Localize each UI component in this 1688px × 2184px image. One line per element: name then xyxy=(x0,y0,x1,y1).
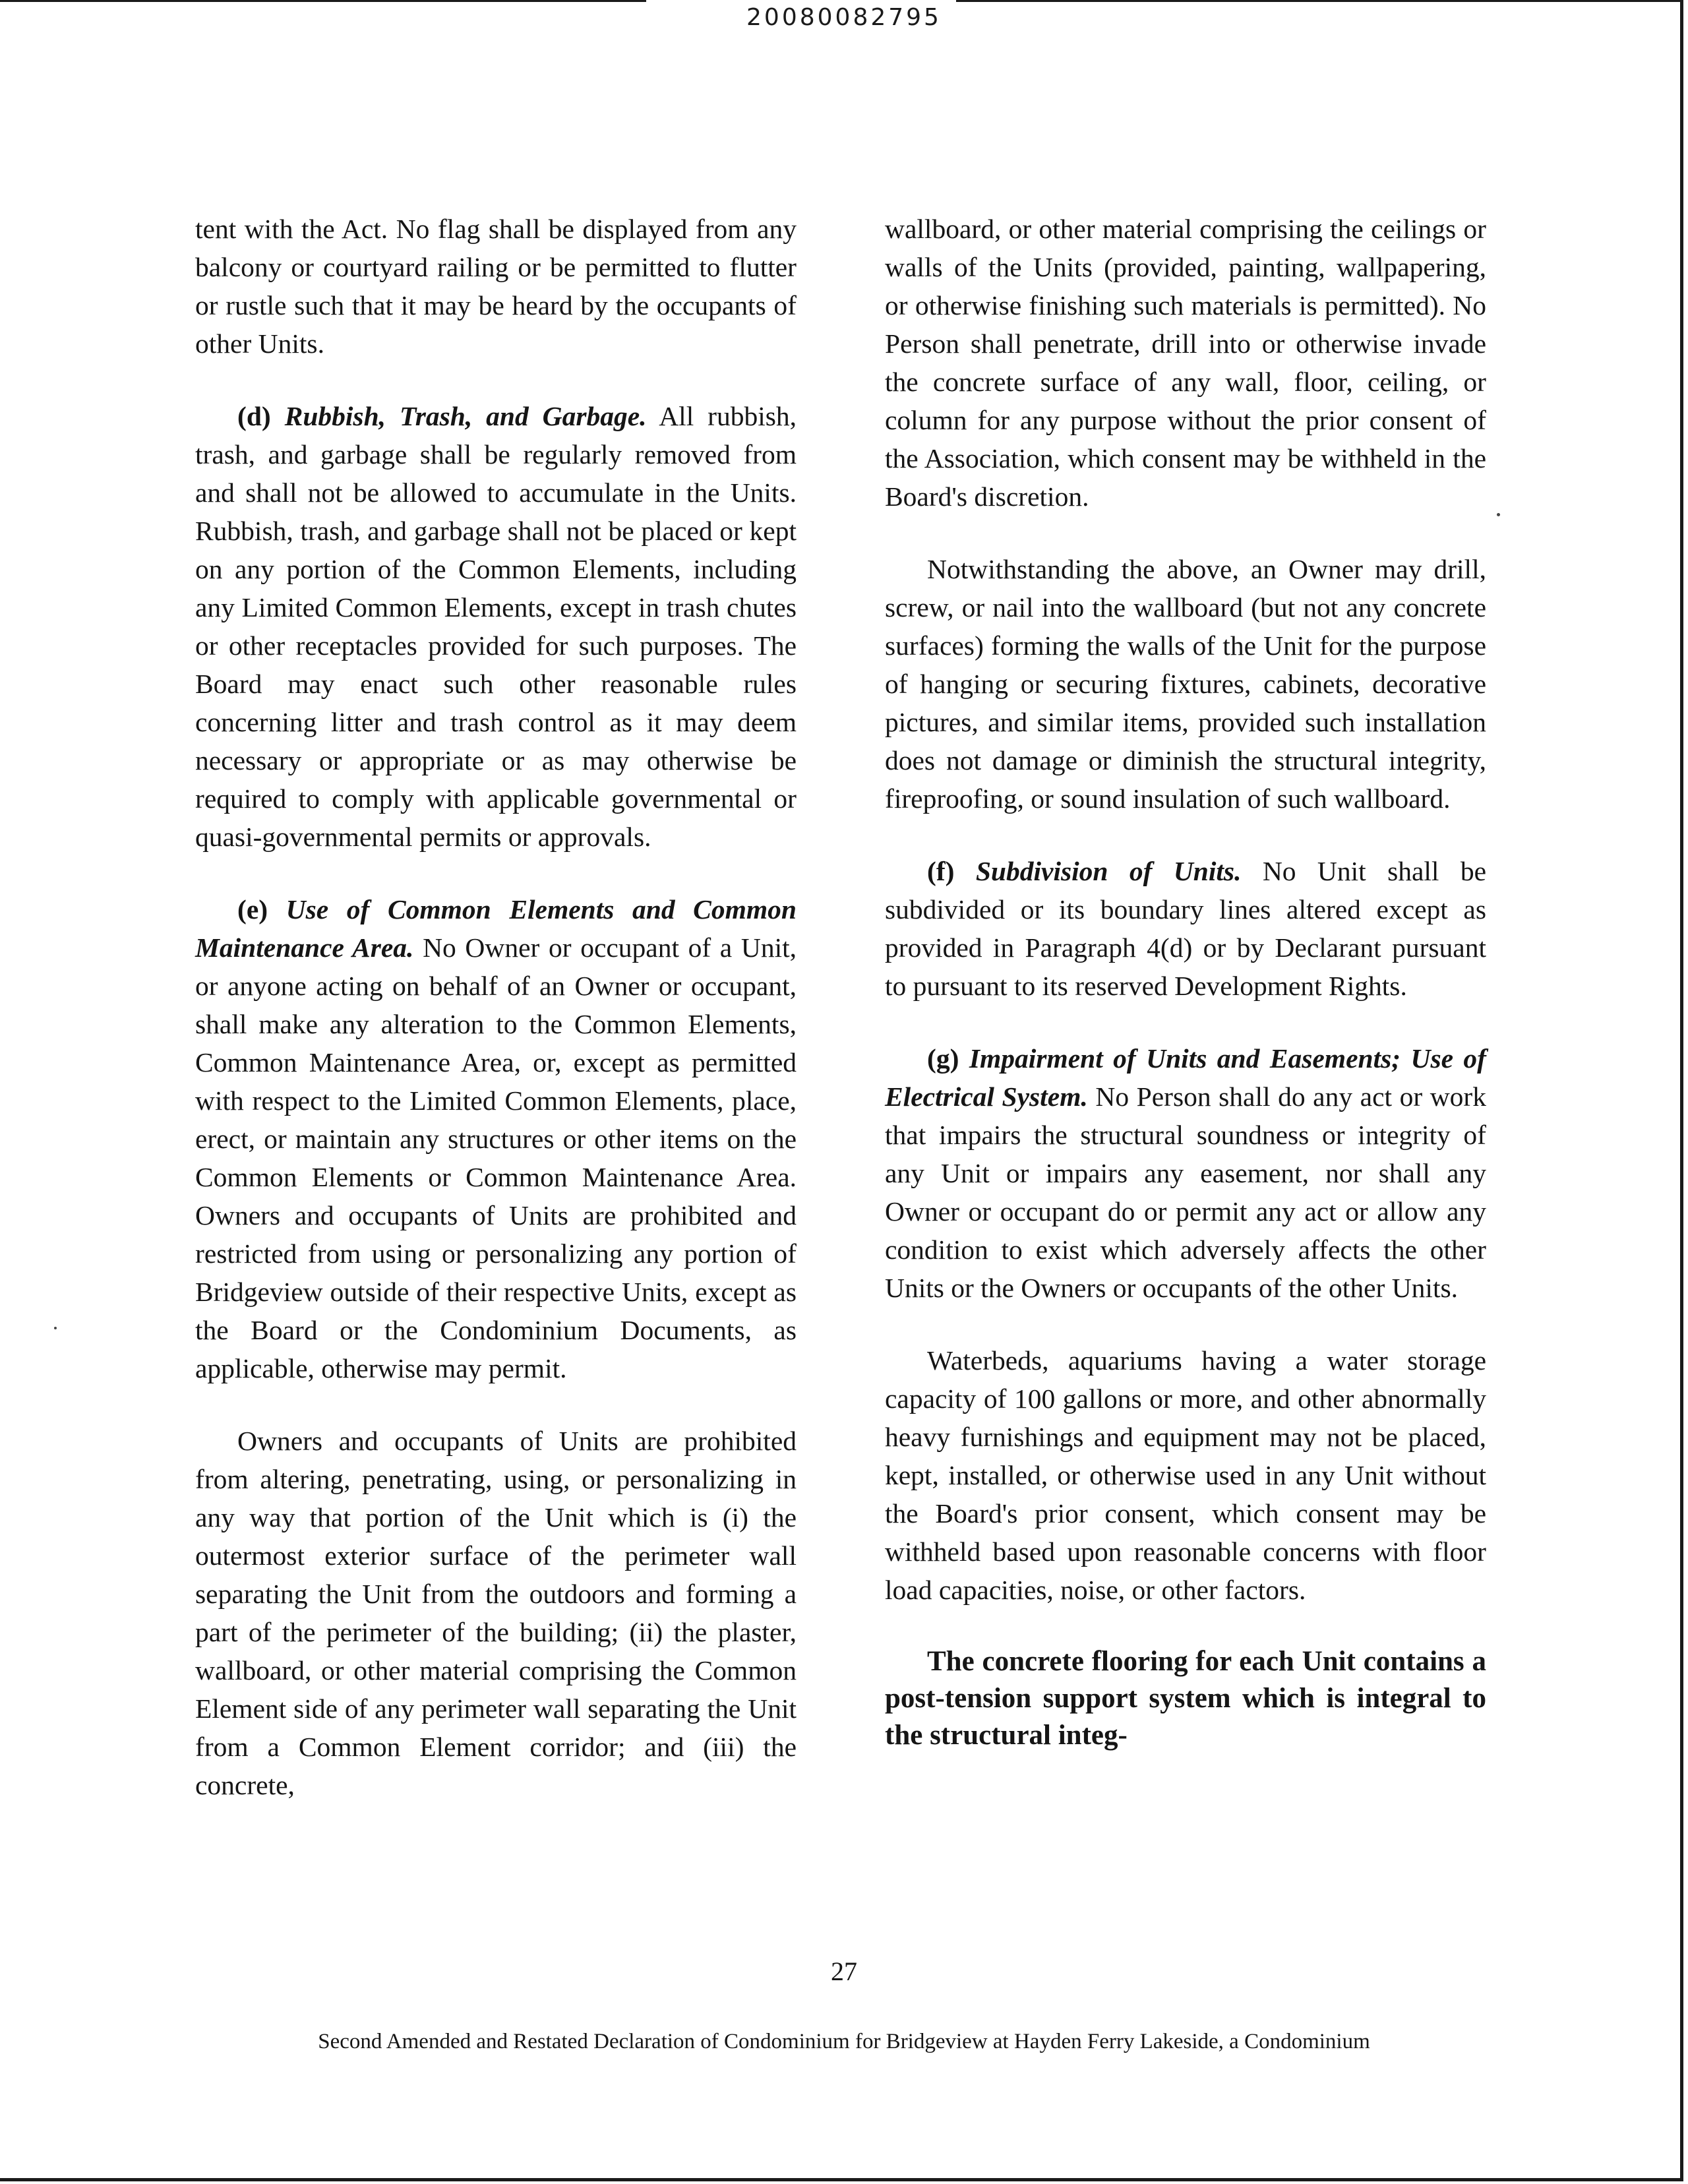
scan-speck xyxy=(54,1327,57,1329)
paragraph-continuation: tent with the Act. No flag shall be displayed from any balcony or courtyard railing or be permitted to flutter or rustle such that it may be heard by the occupants of other Units. xyxy=(195,214,797,359)
section-e-label: (e) xyxy=(237,894,268,925)
section-g-label: (g) xyxy=(927,1043,959,1074)
section-d-body: All rubbish, trash, and garbage shall be regularly removed from and shall not be allowed to accumulate in the Units. Rubbish, trash, and garbage shall not be placed or kept on any portion of the Common Elements, including any Limited Common Elements, except in trash chutes or other receptacles provided for such purposes. The Board may enact such other reasonable rules concerning litter and trash control as it may deem necessary or appropriate or as may otherwise be required to comply with applicable governmental or quasi-governmental permits or approvals. xyxy=(195,401,797,852)
section-f-body: No Unit shall be subdivided or its boundary lines altered except as provided in Paragraph 4(d) or by Declarant pursuant to pursuant to its reserved Development Rights. xyxy=(885,856,1486,1001)
section-d-label: (d) xyxy=(237,401,271,431)
left-column xyxy=(195,210,797,1804)
section-e-heading: Use of Common Elements and Common Maintenance Area. xyxy=(195,894,797,963)
page-footer: Second Amended and Restated Declaration of Condominium for Bridgeview at Hayden Ferry Lakeside, a Condominium xyxy=(318,2030,1370,2053)
section-f-heading: Subdivision of Units. xyxy=(975,856,1242,886)
right-column xyxy=(885,210,1486,1754)
paragraph-notwithstanding: Notwithstanding the above, an Owner may drill, screw, or nail into the wallboard (but not any concrete surfaces) forming the walls of the Unit for the purpose of hanging or securing fixtures, cabinets, decorative pictures, and similar items, provided such installation does not damage or diminish the structural integrity, fireproofing, or sound insulation of such wallboard. xyxy=(885,554,1486,814)
paragraph-owners-prohibited: Owners and occupants of Units are prohibited from altering, penetrating, using, or personalizing in any way that portion of the Unit which is (i) the outermost exterior surface of the perimeter wall separating the Unit from the outdoors and forming a part of the perimeter of the building; (ii) the plaster, wallboard, or other material comprising the Common Element side of any perimeter wall separating the Unit from a Common Element corridor; and (iii) the concrete, xyxy=(195,1426,797,1800)
section-g-body: No Person shall do any act or work that impairs the structural soundness or integrity of any Unit or impairs any easement, nor shall any Owner or occupant do or permit any act or allow any condition to exist which adversely affects the other Units or the Owners or occupants of the other Units. xyxy=(885,1081,1486,1303)
section-f xyxy=(885,852,1486,1005)
paragraph-waterbeds: Waterbeds, aquariums having a water storage capacity of 100 gallons or more, and other abnormally heavy furnishings and equipment may not be placed, kept, installed, or otherwise used in any Unit without the Board's prior consent, which consent may be withheld based upon reasonable concerns with floor load capacities, noise, or other factors. xyxy=(885,1345,1486,1605)
section-d xyxy=(195,397,797,856)
section-g xyxy=(885,1039,1486,1307)
scan-speck xyxy=(1497,513,1500,516)
section-e-body: No Owner or occupant of a Unit, or anyone acting on behalf of an Owner or occupant, shall make any alteration to the Common Elements, Common Maintenance Area, or, except as permitted with respect to the Limited Common Elements, place, erect, or maintain any structures or other items on the Common Elements or Common Maintenance Area. Owners and occupants of Units are prohibited and restricted from using or personalizing any portion of Bridgeview outside of their respective Units, except as the Board or the Condominium Documents, as applicable, otherwise may permit. xyxy=(195,932,797,1383)
section-e xyxy=(195,890,797,1387)
document-number: 20080082795 xyxy=(746,4,942,31)
page-number: 27 xyxy=(831,1957,857,1986)
section-f-label: (f) xyxy=(927,856,955,886)
paragraph-concrete-flooring: The concrete flooring for each Unit contains a post-tension support system which is integral to the structural integ- xyxy=(885,1646,1486,1751)
paragraph-wallboard: wallboard, or other material comprising the ceilings or walls of the Units (provided, painting, wallpapering, or otherwise finishing such materials is permitted). No Person shall penetrate, drill into or otherwise invade the concrete surface of any wall, floor, ceiling, or column for any purpose without the prior consent of the Association, which consent may be withheld in the Board's discretion. xyxy=(885,214,1486,512)
section-g-heading: Impairment of Units and Easements; Use of Electrical System. xyxy=(885,1043,1486,1112)
section-d-heading: Rubbish, Trash, and Garbage. xyxy=(284,401,647,431)
